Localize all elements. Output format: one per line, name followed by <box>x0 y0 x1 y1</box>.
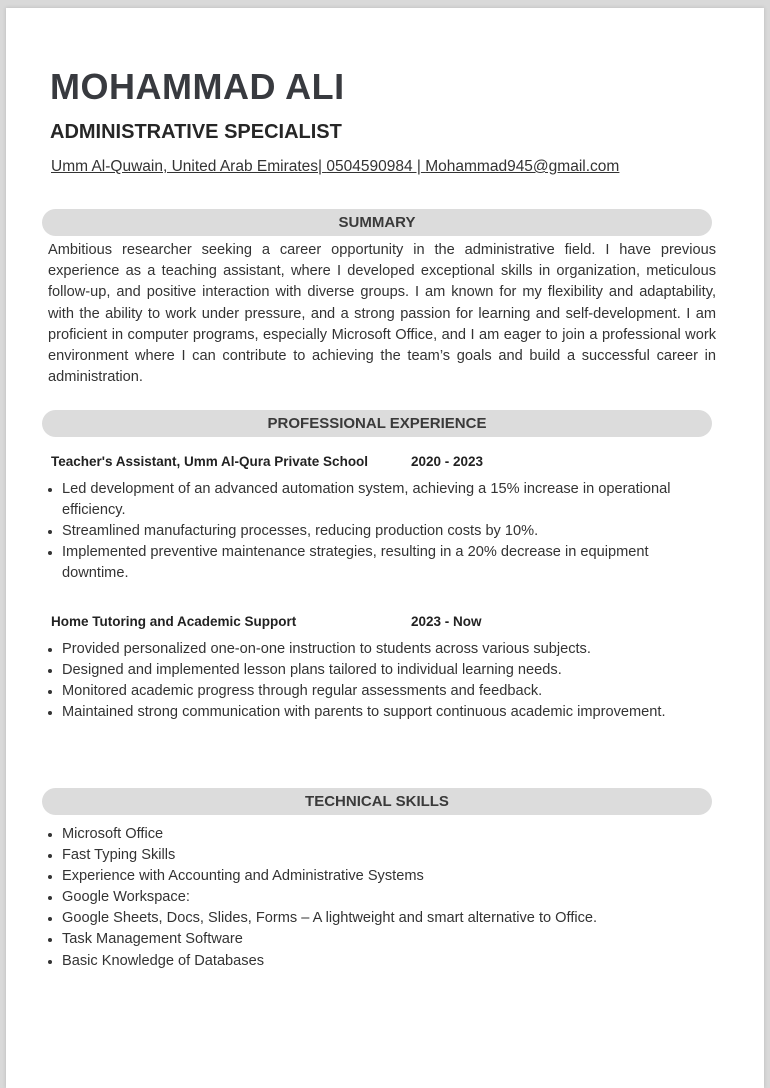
job-role: Home Tutoring and Academic Support <box>51 614 297 629</box>
list-item: • Fast Typing Skills <box>62 845 702 866</box>
list-item: • Task Management Software <box>62 929 702 950</box>
email-link[interactable]: Mohammad945@gmail.com <box>425 158 620 175</box>
job-role: Teacher's Assistant, Umm Al-Qura Private School <box>51 454 369 469</box>
job-bullets <box>48 479 702 584</box>
location-text: Umm Al-Quwain, United Arab Emirates| <box>51 158 323 175</box>
contact-line <box>51 158 619 176</box>
phone-text: 0504590984 | <box>326 158 421 175</box>
list-item: • Basic Knowledge of Databases <box>62 951 702 972</box>
job-bullets <box>48 639 702 723</box>
job-dates: 2023 - Now <box>411 614 482 629</box>
summary-text: Ambitious researcher seeking a career opportunity in the administrative field. I have previous experience as a teaching assistant, where I developed exceptional skills in organization, meticulous follow-up, and positive interaction with diverse groups. I am known for my flexibility and adaptability, with the ability to work under pressure, and a strong passion for learning and self-development. I am proficient in computer programs, especially Microsoft Office, and I am eager to join a professional work environment where I can contribute to achieving the team’s goals and build a successful career in administration. <box>48 242 716 386</box>
list-item: • Provided personalized one-on-one instruction to students across various subjects. <box>62 639 702 660</box>
list-item: • Experience with Accounting and Administrative Systems <box>62 866 702 887</box>
list-item: • Google Sheets, Docs, Slides, Forms – A lightweight and smart alternative to Office. <box>62 908 702 929</box>
resume-page <box>6 8 764 1088</box>
list-item: • Microsoft Office <box>62 824 702 845</box>
list-item: • Designed and implemented lesson plans tailored to individual learning needs. <box>62 660 702 681</box>
list-item: • Maintained strong communication with parents to support continuous academic improvement. <box>62 702 702 723</box>
list-item: • Implemented preventive maintenance strategies, resulting in a 20% decrease in equipment downtime. <box>62 542 702 584</box>
job-title: ADMINISTRATIVE SPECIALIST <box>50 121 342 143</box>
job-dates: 2020 - 2023 <box>411 454 484 469</box>
list-item: • Monitored academic progress through regular assessments and feedback. <box>62 681 702 702</box>
candidate-name: MOHAMMAD ALI <box>50 66 345 107</box>
list-item: • Led development of an advanced automation system, achieving a 15% increase in operational efficiency. <box>62 479 702 521</box>
summary-heading: SUMMARY <box>42 209 712 236</box>
list-item: • Google Workspace: <box>62 887 702 908</box>
skills-list <box>48 824 702 972</box>
list-item: • Streamlined manufacturing processes, reducing production costs by 10%. <box>62 521 702 542</box>
skills-heading: TECHNICAL SKILLS <box>42 788 712 815</box>
experience-heading: PROFESSIONAL EXPERIENCE <box>42 410 712 437</box>
